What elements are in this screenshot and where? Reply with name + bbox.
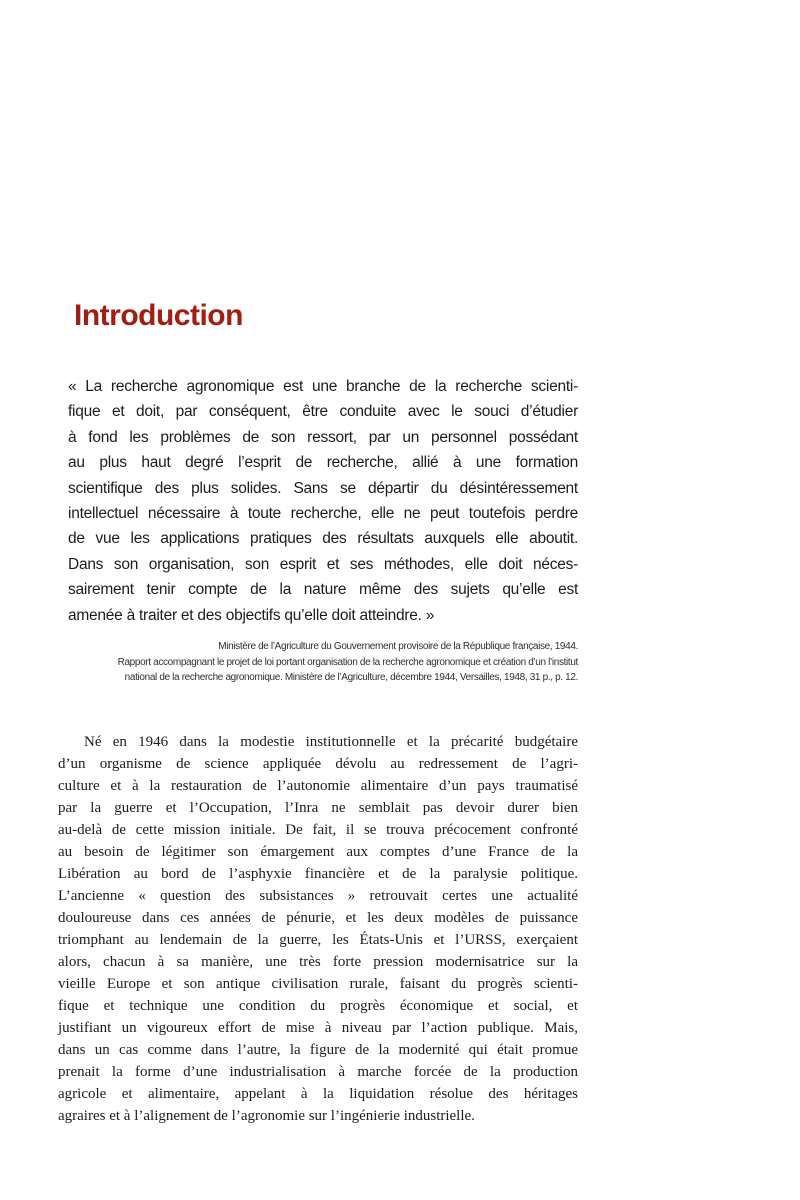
text-line: de vue les applications pratiques des résultats auxquels elle aboutit. xyxy=(68,530,578,548)
epigraph-quote xyxy=(68,374,578,628)
text-line: au besoin de légitimer son émargement aux comptes d’une France de la xyxy=(58,844,578,860)
text-line: agraires et à l’alignement de l’agronomie sur l’ingénierie industrielle. xyxy=(58,1108,475,1124)
text-line: d’un organisme de science appliquée dévolu au redressement de l’agri- xyxy=(58,756,578,772)
text-line: Rapport accompagnant le projet de loi portant organisation de la recherche agronomique et création d’un l’institut xyxy=(117,656,578,668)
text-line: justifiant un vigoureux effort de mise à niveau par l’action publique. Mais, xyxy=(58,1020,578,1036)
text-line: vieille Europe et son antique civilisation rurale, faisant du progrès scienti- xyxy=(58,976,578,992)
text-line: « La recherche agronomique est une branche de la recherche scienti- xyxy=(68,378,578,395)
text-line: amenée à traiter et des objectifs qu’elle doit atteindre. » xyxy=(68,606,435,624)
chapter-title: Introduction xyxy=(74,299,243,332)
text-line: intellectuel nécessaire à toute recherche, elle ne peut toutefois perdre xyxy=(68,505,578,523)
text-line: alors, chacun à sa manière, une très forte pression modernisatrice sur la xyxy=(58,954,578,970)
text-line: par la guerre et l’Occupation, l’Inra ne semblait pas devoir durer bien xyxy=(58,800,578,816)
text-line: L’ancienne « question des subsistances » retrouvait certes une actualité xyxy=(58,888,578,904)
text-line: au plus haut degré l’esprit de recherche, allié à une formation xyxy=(68,454,578,472)
text-line: à fond les problèmes de son ressort, par un personnel possédant xyxy=(68,428,578,446)
text-line: fique et doit, par conséquent, être conduite avec le souci d’étudier xyxy=(68,403,578,421)
text-line: Né en 1946 dans la modestie institutionnelle et la précarité budgétaire xyxy=(84,734,578,750)
text-line: scientifique des plus solides. Sans se départir du désintéressement xyxy=(68,479,578,497)
text-line: triomphant au lendemain de la guerre, les États-Unis et l’URSS, exerçaient xyxy=(58,932,578,948)
text-line: fique et technique une condition du progrès économique et social, et xyxy=(58,998,578,1014)
text-line: culture et à la restauration de l’autonomie alimentaire d’un pays traumatisé xyxy=(58,778,578,794)
text-line: prenait la forme d’une industrialisation à marche forcée de la production xyxy=(58,1064,578,1080)
text-line: Ministère de l’Agriculture du Gouvernement provisoire de la République française, 1944. xyxy=(218,641,578,652)
text-line: Dans son organisation, son esprit et ses méthodes, elle doit néces- xyxy=(68,555,578,573)
text-line: Libération au bord de l’asphyxie financière et de la paralysie politique. xyxy=(58,866,578,882)
epigraph-source-citation xyxy=(60,639,578,686)
text-line: au-delà de cette mission initiale. De fait, il se trouva précocement confronté xyxy=(58,822,578,838)
text-line: agricole et alimentaire, appelant à la liquidation résolue des héritages xyxy=(58,1086,578,1102)
text-line: sairement tenir compte de la nature même des sujets qu’elle est xyxy=(68,581,578,599)
text-line: dans un cas comme dans l’autre, la figure de la modernité qui était promue xyxy=(58,1042,578,1058)
text-line: national de la recherche agronomique. Ministère de l’Agriculture, décembre 1944, Versailles, 1948, 31 p., p. 12. xyxy=(124,672,578,684)
text-line: douloureuse dans ces années de pénurie, et les deux modèles de puissance xyxy=(58,910,578,926)
body-paragraph xyxy=(58,731,578,1127)
